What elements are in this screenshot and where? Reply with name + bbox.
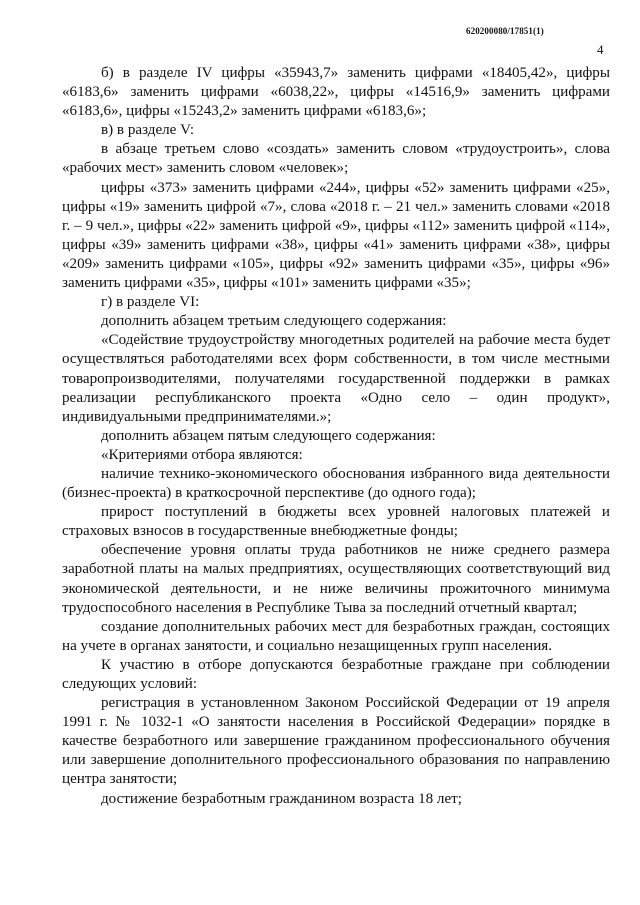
paragraph: дополнить абзацем пятым следующего содержания: — [101, 427, 436, 444]
paragraph: цифры «373» заменить цифрами «244», цифры «52» заменить цифрами «25», цифры «19» заменить цифрой «7», слова «2018 г. – 21 чел.» заменить словами «2018 г. – 9 чел.», цифры «22» заменить цифрой «9», цифры «112» заменить цифрой «114», цифры «39» заменить цифрами «38», цифры «41» заменить цифрами «38», цифры «209» заменить цифрами «105», цифры «92» заменить цифрами «35», цифры «96» заменить цифрами «35», цифры «101» заменить цифрами «35»; — [62, 179, 610, 292]
document-body — [62, 64, 610, 809]
paragraph: наличие технико-экономического обоснования избранного вида деятельности (бизнес-проекта) в краткосрочной перспективе (до одного года); — [62, 465, 610, 502]
paragraph: создание дополнительных рабочих мест для безработных граждан, состоящих на учете в органах занятости, и социально незащищенных групп населения. — [62, 618, 610, 654]
paragraph: «Содействие трудоустройству многодетных родителей на рабочие места будет осуществляться работодателями всех форм собственности, в том числе местными товаропроизводителями, получателями государственной поддержки в рамках реализации республиканского проекта «Одно село – один продукт», индивидуальными предпринимателями.»; — [62, 332, 610, 425]
paragraph: в абзаце третьем слово «создать» заменить словом «трудоустроить», слова «рабочих мест» заменить словом «человек»; — [62, 141, 610, 177]
paragraph: г) в разделе VI: — [101, 294, 200, 311]
paragraph: дополнить абзацем третьим следующего содержания: — [101, 313, 447, 330]
paragraph: регистрация в установленном Законом Российской Федерации от 19 апреля 1991 г. № 1032-1 «О занятости населения в Российской Федерации» порядке в качестве безработного или завершение гражданином профессионального обучения или завершение дополнительного профессионального образования по направлению центра занятости; — [62, 695, 610, 788]
paragraph: обеспечение уровня оплаты труда работников не ниже среднего размера заработной платы на малых предприятиях, осуществляющих соответствующий вид экономической деятельности, и не ниже величины прожиточного минимума трудоспособного населения в Республике Тыва за последний отчетный квартал; — [62, 542, 610, 616]
paragraph: б) в разделе IV цифры «35943,7» заменить цифрами «18405,42», цифры «6183,6» заменить цифрами «6038,22», цифры «14516,9» заменить цифрами «6183,6», цифры «15243,2» заменить цифрами «6183,6»; — [62, 65, 610, 120]
paragraph: достижение безработным гражданином возраста 18 лет; — [101, 790, 462, 807]
paragraph: К участию в отборе допускаются безработные граждане при соблюдении следующих условий: — [62, 656, 610, 692]
paragraph: прирост поступлений в бюджеты всех уровней налоговых платежей и страховых взносов в государственные внебюджетные фонды; — [62, 504, 610, 540]
document-id: 620200080/17851(1) — [466, 26, 544, 36]
paragraph: «Критериями отбора являются: — [101, 446, 303, 463]
page-number: 4 — [597, 42, 604, 57]
paragraph: в) в разделе V: — [101, 122, 195, 139]
